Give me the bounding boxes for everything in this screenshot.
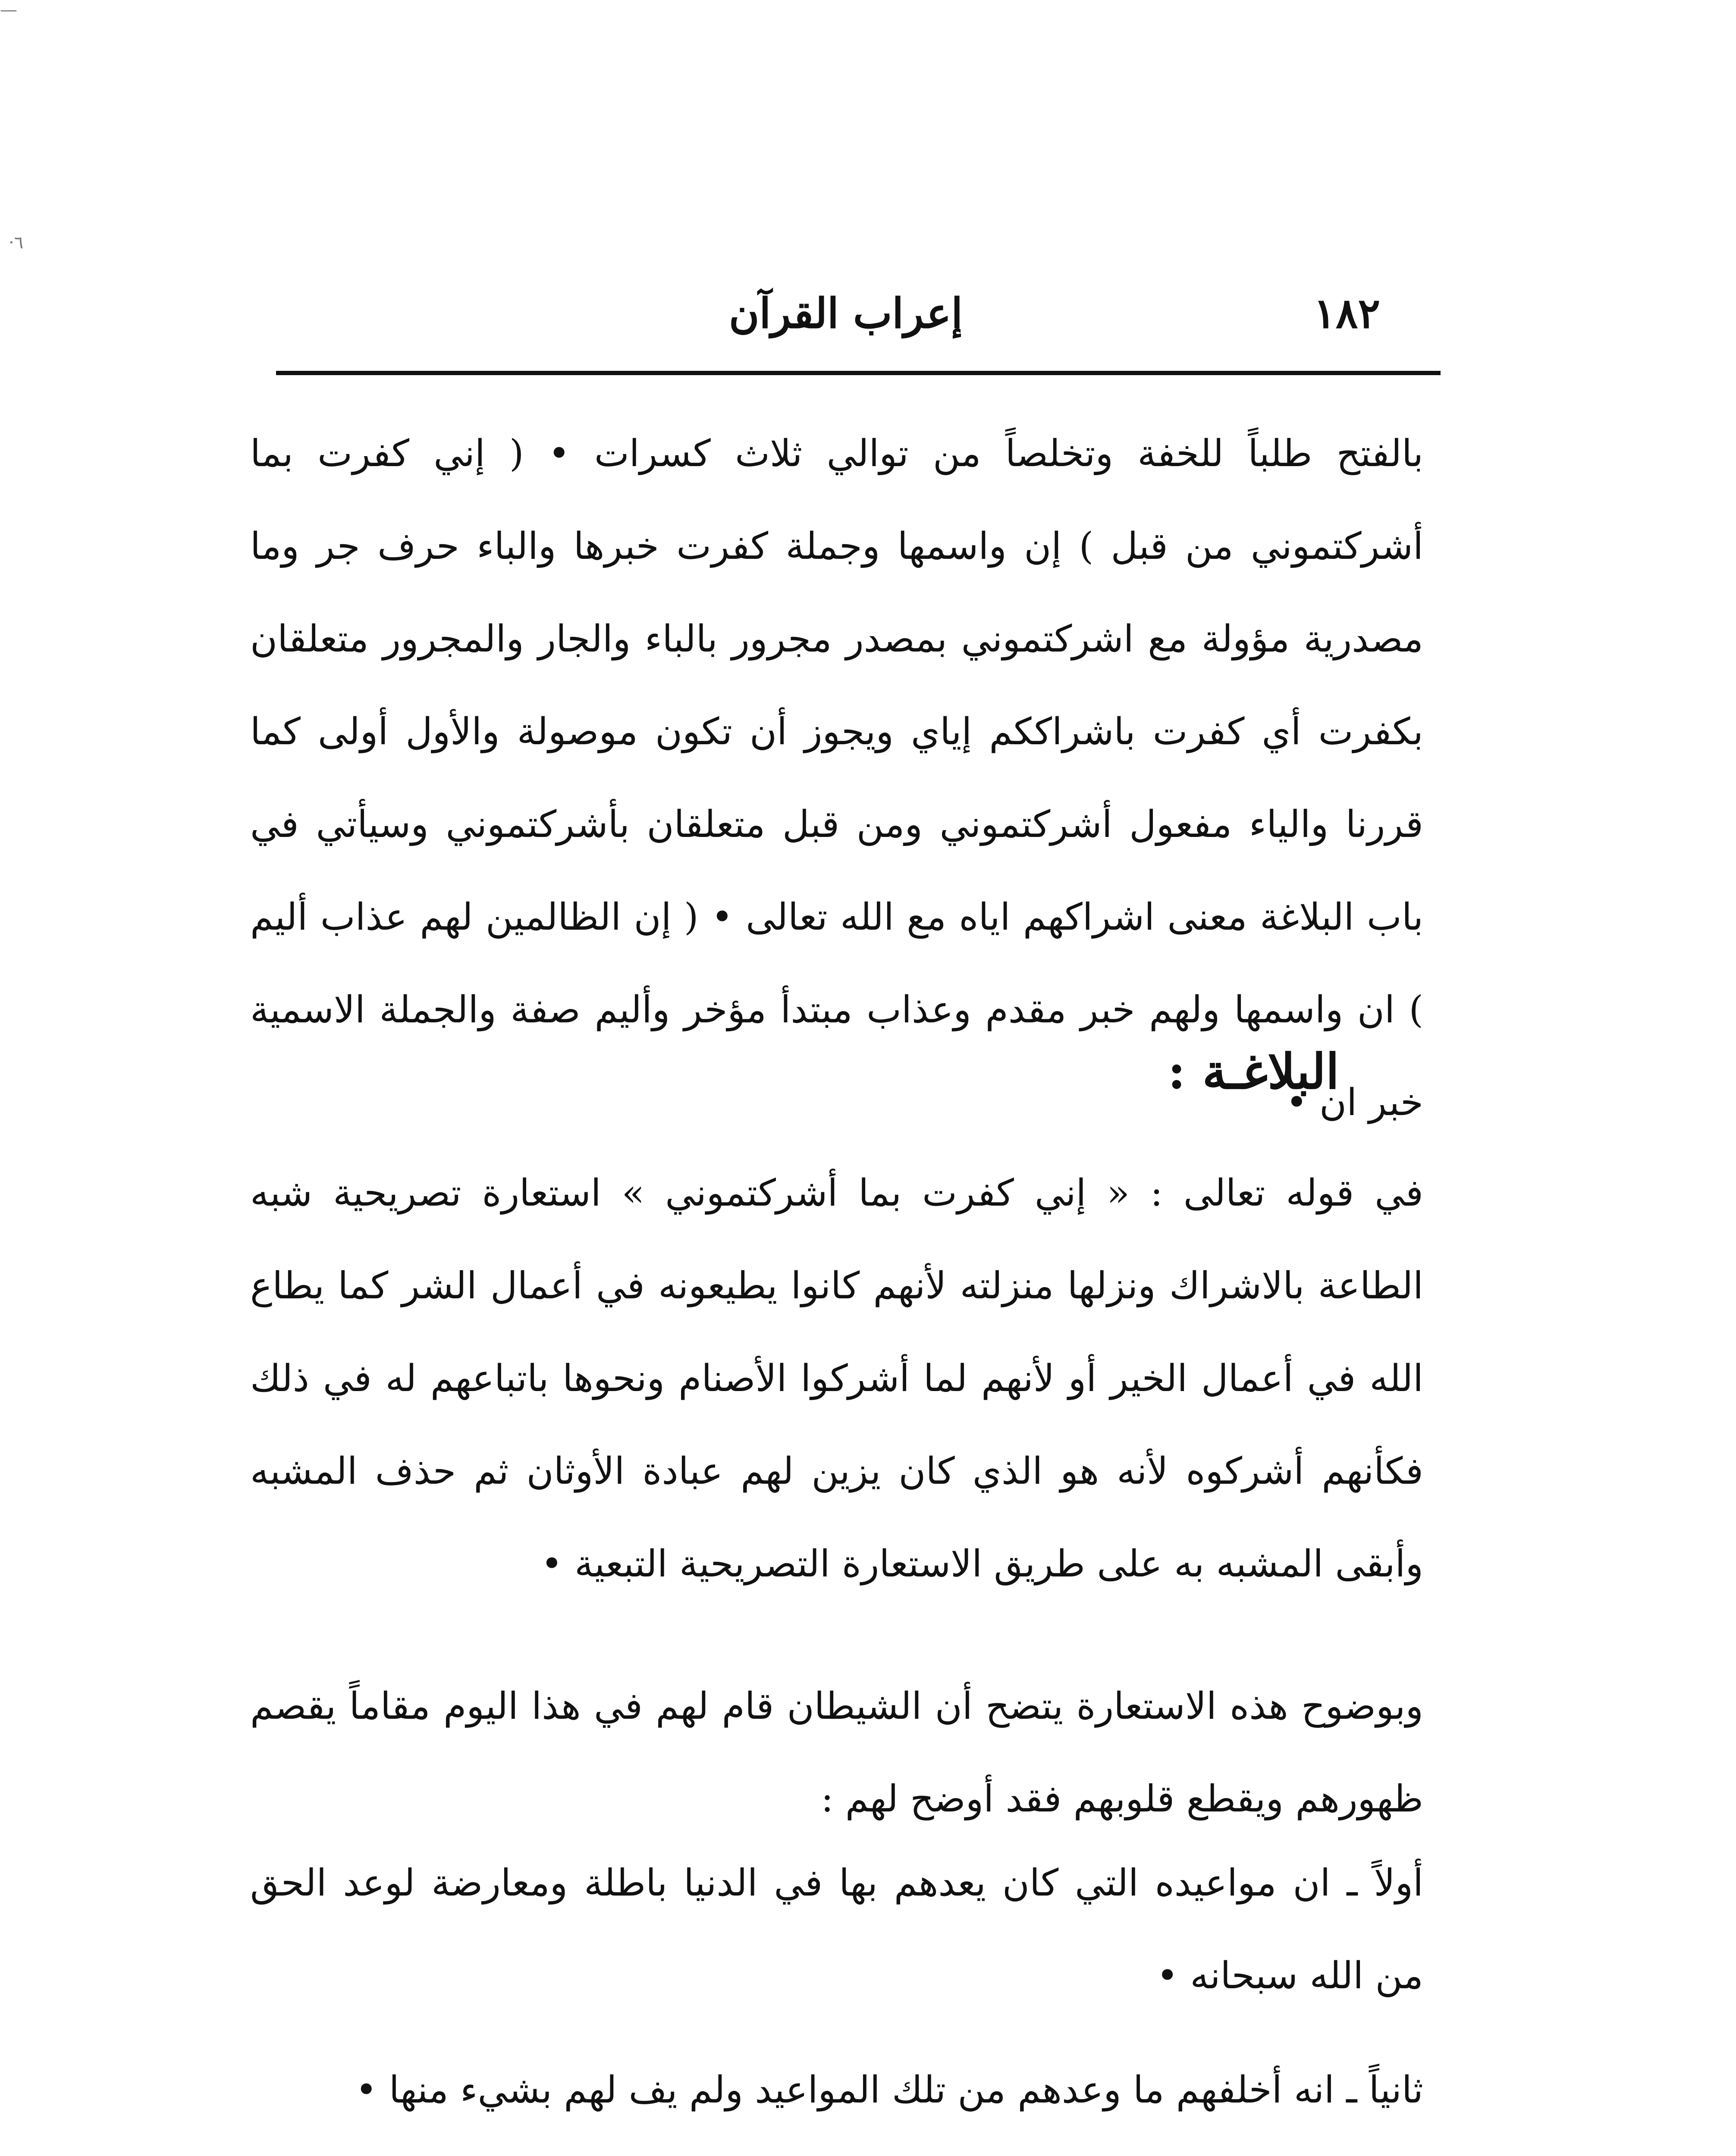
paragraph-clarification: وبوضوح هذه الاستعارة يتضح أن الشيطان قام لهم في هذا اليوم مقاماً يقصم ظهورهم ويقطع قلوبهم فقد أوضح لهم : xyxy=(250,1685,1423,1821)
page-header xyxy=(276,285,1428,349)
running-title: إعراب القرآن xyxy=(729,289,963,338)
paragraph-point-second: ثانياً ـ انه أخلفهم ما وعدهم من تلك المواعيد ولم يف لهم بشيء منها • xyxy=(355,2068,1423,2112)
paragraph-grammar: بالفتح طلباً للخفة وتخلصاً من توالي ثلاث كسرات • ( إني كفرت بما أشركتموني من قبل ) إن واسمها وجملة كفرت خبرها والباء حرف جر وما مصدرية مؤولة مع اشركتموني بمصدر مجرور بالباء والجار والمجرور متعلقان بكفرت أي كفرت باشراككم إياي ويجوز أن تكون موصولة والأول أولى كما قررنا والياء مفعول أشركتموني ومن قبل متعلقان بأشركتموني وسيأتي في باب البلاغة معنى اشراكهم اياه مع الله تعالى • ( إن الظالمين لهم عذاب أليم ) ان واسمها ولهم خبر مقدم وعذاب مبتدأ مؤخر وأليم صفة والجملة الاسمية خبر ان • xyxy=(250,432,1423,1124)
margin-mark: — xyxy=(0,0,17,20)
paragraph-rhetoric: في قوله تعالى : « إني كفرت بما أشركتموني » استعارة تصريحية شبه الطاعة بالاشراك ونزلها منزلته لأنهم كانوا يطيعونه في أعمال الشر كما يطاع الله في أعمال الخير أو لأنهم لما أشركوا الأصنام ونحوها باتباعهم له في ذلك فكأنهم أشركوه لأنه هو الذي كان يزين لهم عبادة الأوثان ثم حذف المشبه وأبقى المشبه به على طريق الاستعارة التصريحية التبعية • xyxy=(250,1172,1423,1586)
section-heading: البلاغـة : xyxy=(1168,1044,1339,1100)
margin-mark: ·٦ xyxy=(9,233,24,253)
paragraph-point-first: أولاً ـ ان مواعيده التي كان يعدهم بها في الدنيا باطلة ومعارضة لوعد الحق من الله سبحانه • xyxy=(250,1861,1423,1997)
header-rule xyxy=(276,371,1441,375)
page-number: ١٨٢ xyxy=(1313,289,1380,338)
